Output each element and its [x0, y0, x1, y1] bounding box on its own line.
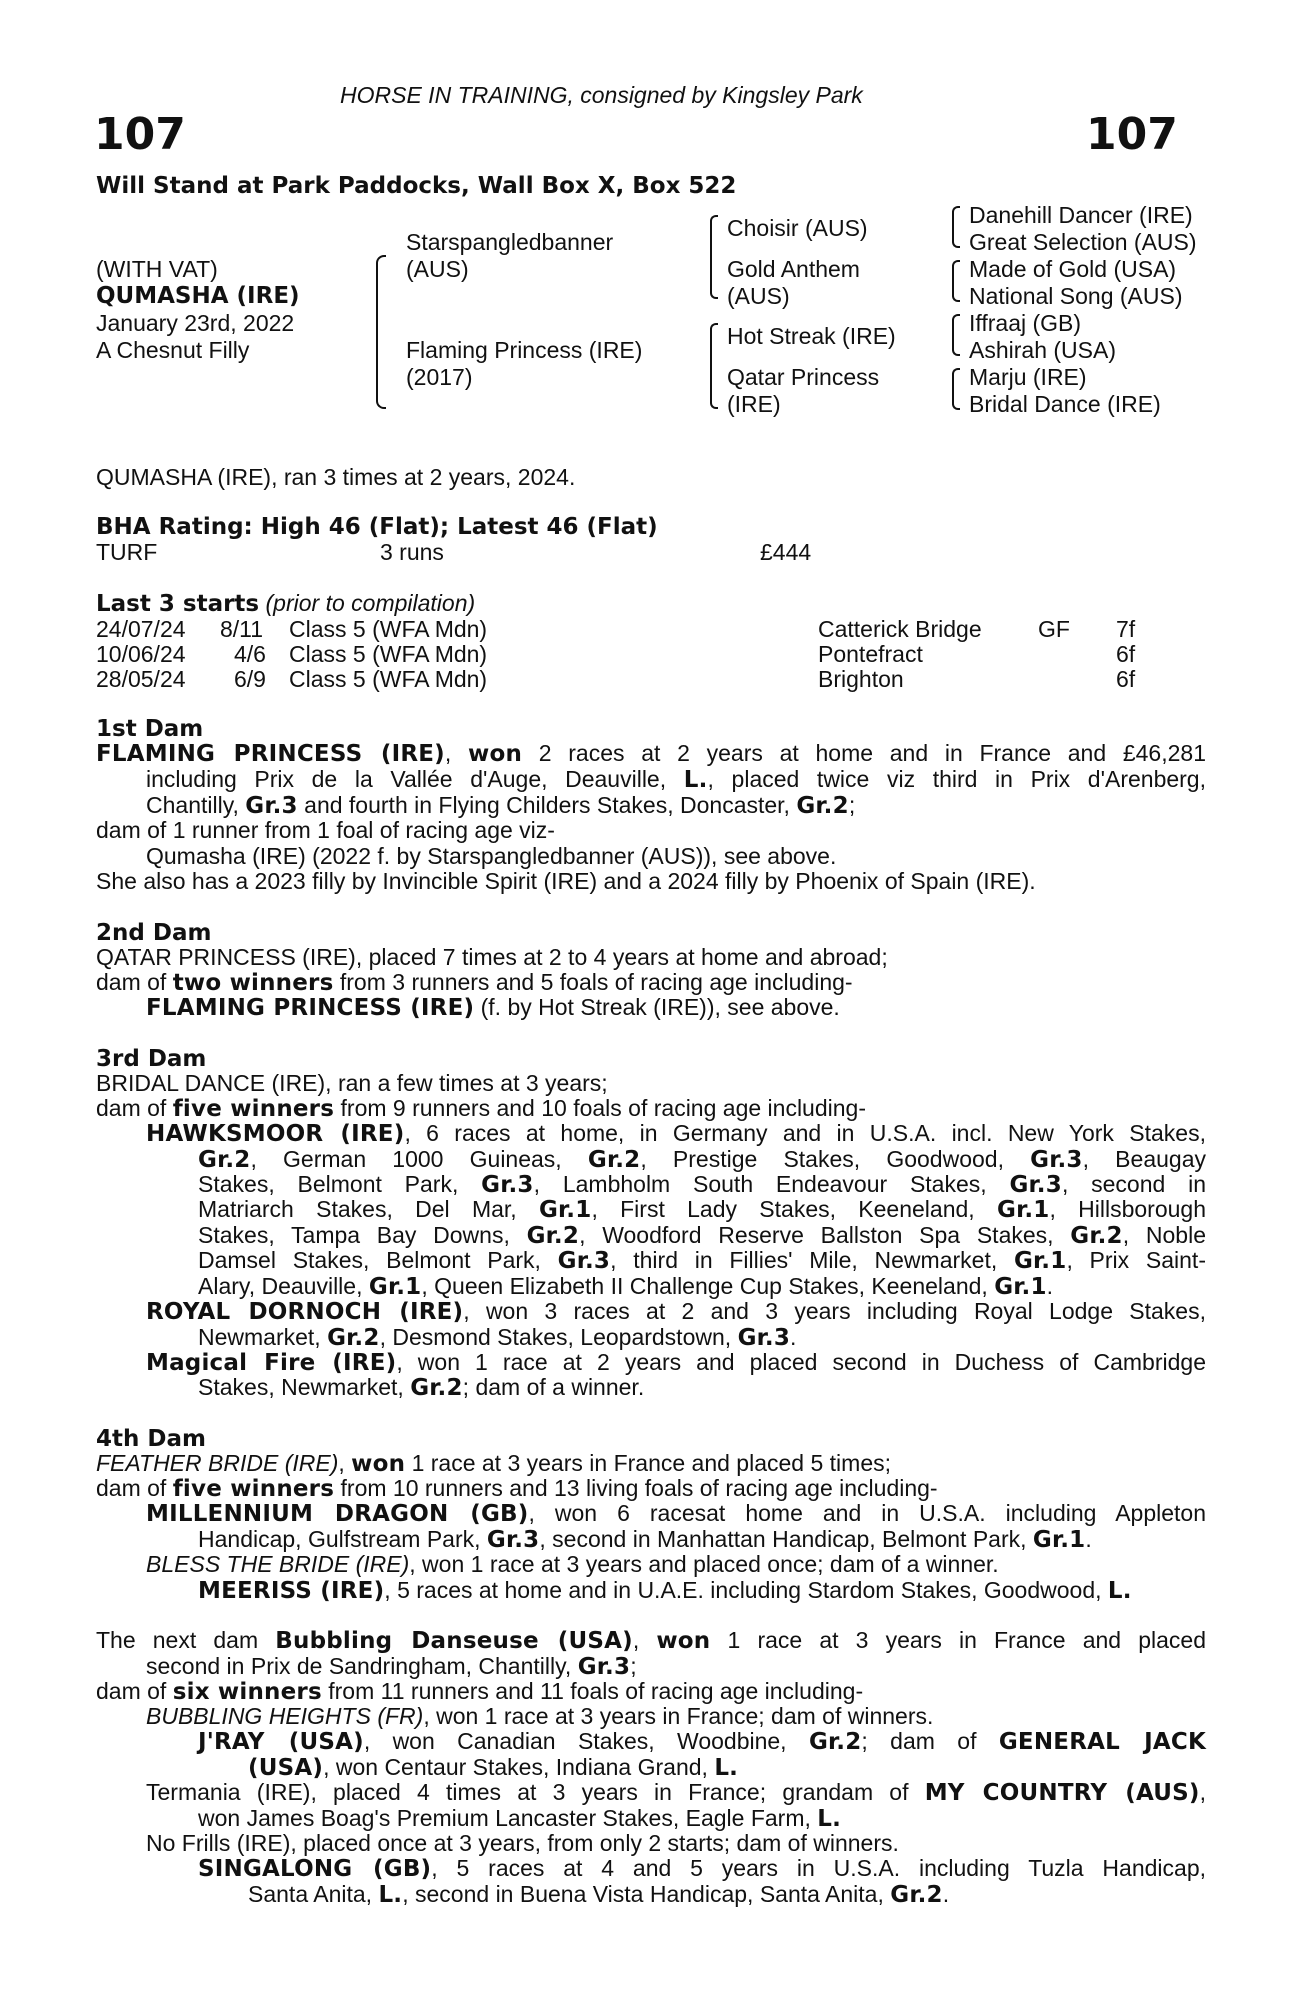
- dam-dam-name: Qatar Princess: [727, 364, 880, 390]
- last-starts-note: (prior to compilation): [265, 590, 476, 616]
- third-dam-line: Stakes, Belmont Park, Gr.3, Lambholm South Endeavour Stakes, Gr.3, second in: [198, 1171, 1206, 1198]
- start-position: 8/11: [220, 616, 264, 642]
- next-dam-line: No Frills (IRE), placed once at 3 years, from only 2 starts; dam of winners.: [146, 1830, 899, 1856]
- race-summary: QUMASHA (IRE), ran 3 times at 2 years, 2024.: [96, 464, 576, 490]
- gg-sss: Danehill Dancer (IRE): [969, 202, 1193, 228]
- first-dam-line: She also has a 2023 filly by Invincible Spirit (IRE) and a 2024 filly by Phoenix of Spain (IRE).: [96, 868, 1036, 894]
- third-dam-line: Stakes, Newmarket, Gr.2; dam of a winner.: [198, 1374, 645, 1401]
- next-dam-line: Santa Anita, L., second in Buena Vista Handicap, Santa Anita, Gr.2.: [248, 1881, 950, 1908]
- dam-sire: Hot Streak (IRE): [727, 323, 896, 349]
- last-starts-heading: [96, 590, 475, 617]
- third-dam-line: Damsel Stakes, Belmont Park, Gr.3, third in Fillies' Mile, Newmarket, Gr.1, Prix Saint-: [198, 1247, 1206, 1274]
- fourth-dam-line: MILLENNIUM DRAGON (GB), won 6 racesat home and in U.S.A. including Appleton: [146, 1500, 1206, 1527]
- start-date: 10/06/24: [96, 641, 186, 667]
- next-dam-line: dam of six winners from 11 runners and 11 foals of racing age including-: [96, 1678, 864, 1705]
- third-dam-line: Stakes, Tampa Bay Downs, Gr.2, Woodford Reserve Ballston Spa Stakes, Gr.2, Noble: [198, 1222, 1206, 1249]
- next-dam-line: Termania (IRE), placed 4 times at 3 years in France; grandam of MY COUNTRY (AUS),: [146, 1779, 1206, 1806]
- dam-name: Flaming Princess (IRE): [406, 337, 643, 363]
- pedigree-brace-sire: [710, 215, 718, 299]
- start-going: GF: [1038, 616, 1070, 642]
- vat-note: (WITH VAT): [96, 256, 218, 282]
- first-dam-line: Chantilly, Gr.3 and fourth in Flying Childers Stakes, Doncaster, Gr.2;: [146, 792, 856, 819]
- pedigree-brace-g1: [952, 206, 960, 248]
- gg-sds: Made of Gold (USA): [969, 256, 1177, 282]
- sire-dam-country: (AUS): [727, 283, 790, 309]
- gg-dds: Marju (IRE): [969, 364, 1087, 390]
- horse-description: A Chesnut Filly: [96, 337, 250, 363]
- third-dam-line: BRIDAL DANCE (IRE), ran a few times at 3 years;: [96, 1070, 608, 1096]
- start-distance: 7f: [1116, 616, 1136, 642]
- start-date: 28/05/24: [96, 666, 186, 692]
- third-dam-heading: 3rd Dam: [96, 1046, 207, 1072]
- rating-earnings: £444: [760, 539, 812, 565]
- first-dam-line: dam of 1 runner from 1 foal of racing age viz-: [96, 817, 555, 843]
- next-dam-line: won James Boag's Premium Lancaster Stakes, Eagle Farm, L.: [198, 1805, 842, 1832]
- pedigree-brace-main: [376, 255, 386, 409]
- sire-sire: Choisir (AUS): [727, 215, 868, 241]
- first-dam-line: including Prix de la Vallée d'Auge, Deauville, L., placed twice viz third in Prix d'Arenberg,: [146, 766, 1206, 793]
- next-dam-line: (USA), won Centaur Stakes, Indiana Grand, L.: [248, 1754, 739, 1781]
- third-dam-line: HAWKSMOOR (IRE), 6 races at home, in Germany and in U.S.A. incl. New York Stakes,: [146, 1120, 1206, 1147]
- sire-name: Starspangledbanner: [406, 229, 614, 255]
- next-dam-line: SINGALONG (GB), 5 races at 4 and 5 years in U.S.A. including Tuzla Handicap,: [198, 1855, 1206, 1882]
- pedigree-brace-g4: [952, 368, 960, 410]
- fourth-dam-line: MEERISS (IRE), 5 races at home and in U.A.E. including Stardom Stakes, Goodwood, L.: [198, 1577, 1132, 1604]
- start-course: Brighton: [818, 666, 904, 692]
- start-class: Class 5 (WFA Mdn): [289, 666, 488, 692]
- lot-number-right: 107: [1086, 109, 1178, 160]
- first-dam-heading: 1st Dam: [96, 716, 204, 742]
- fourth-dam-line: FEATHER BRIDE (IRE), won 1 race at 3 years in France and placed 5 times;: [96, 1450, 891, 1477]
- gg-sdd: National Song (AUS): [969, 283, 1183, 309]
- third-dam-line: dam of five winners from 9 runners and 10 foals of racing age including-: [96, 1095, 866, 1122]
- fourth-dam-line: BLESS THE BRIDE (IRE), won 1 race at 3 years and placed once; dam of a winner.: [146, 1551, 999, 1577]
- gg-ddd: Bridal Dance (IRE): [969, 391, 1161, 417]
- start-distance: 6f: [1116, 641, 1136, 667]
- start-position: 4/6: [234, 641, 266, 667]
- third-dam-line: Matriarch Stakes, Del Mar, Gr.1, First Lady Stakes, Keeneland, Gr.1, Hillsborough: [198, 1196, 1206, 1223]
- third-dam-line: Gr.2, German 1000 Guineas, Gr.2, Prestige Stakes, Goodwood, Gr.3, Beaugay: [198, 1146, 1206, 1173]
- second-dam-line: QATAR PRINCESS (IRE), placed 7 times at 2 to 4 years at home and abroad;: [96, 944, 888, 970]
- next-dam-line: J'RAY (USA), won Canadian Stakes, Woodbine, Gr.2; dam of GENERAL JACK: [198, 1728, 1207, 1755]
- dam-year: (2017): [406, 364, 473, 390]
- third-dam-line: Alary, Deauville, Gr.1, Queen Elizabeth II Challenge Cup Stakes, Keeneland, Gr.1.: [198, 1273, 1054, 1300]
- lot-number-left: 107: [94, 109, 186, 160]
- rating-runs: 3 runs: [380, 539, 444, 565]
- last-starts-title: Last 3 starts: [96, 591, 260, 617]
- start-class: Class 5 (WFA Mdn): [289, 641, 488, 667]
- pedigree-brace-g2: [952, 260, 960, 302]
- start-distance: 6f: [1116, 666, 1136, 692]
- gg-dsd: Ashirah (USA): [969, 337, 1116, 363]
- fourth-dam-heading: 4th Dam: [96, 1426, 206, 1452]
- start-position: 6/9: [234, 666, 266, 692]
- fourth-dam-line: Handicap, Gulfstream Park, Gr.3, second in Manhattan Handicap, Belmont Park, Gr.1.: [198, 1526, 1092, 1553]
- consignment-line: HORSE IN TRAINING, consigned by Kingsley Park: [340, 82, 863, 108]
- start-course: Catterick Bridge: [818, 616, 982, 642]
- rating-surface: TURF: [96, 539, 158, 565]
- third-dam-line: Magical Fire (IRE), won 1 race at 2 years and placed second in Duchess of Cambridge: [146, 1349, 1206, 1376]
- start-class: Class 5 (WFA Mdn): [289, 616, 488, 642]
- sire-country: (AUS): [406, 256, 469, 282]
- second-dam-line: FLAMING PRINCESS (IRE) (f. by Hot Streak (IRE)), see above.: [146, 994, 840, 1021]
- horse-dob: January 23rd, 2022: [96, 310, 295, 336]
- second-dam-heading: 2nd Dam: [96, 920, 212, 946]
- next-dam-line: The next dam Bubbling Danseuse (USA), won 1 race at 3 years in France and placed: [96, 1627, 1206, 1654]
- first-dam-line: FLAMING PRINCESS (IRE), won 2 races at 2 years at home and in France and £46,281: [96, 740, 1206, 767]
- pedigree-brace-dam: [710, 323, 718, 409]
- sire-dam-name: Gold Anthem: [727, 256, 860, 282]
- gg-dss: Iffraaj (GB): [969, 310, 1082, 336]
- third-dam-line: ROYAL DORNOCH (IRE), won 3 races at 2 and 3 years including Royal Lodge Stakes,: [146, 1298, 1206, 1325]
- gg-ssd: Great Selection (AUS): [969, 229, 1197, 255]
- next-dam-line: second in Prix de Sandringham, Chantilly, Gr.3;: [146, 1653, 637, 1680]
- stand-location: Will Stand at Park Paddocks, Wall Box X, Box 522: [96, 173, 737, 199]
- bha-rating: BHA Rating: High 46 (Flat); Latest 46 (Flat): [96, 514, 658, 540]
- next-dam-line: BUBBLING HEIGHTS (FR), won 1 race at 3 years in France; dam of winners.: [146, 1703, 934, 1729]
- pedigree-brace-g3: [952, 314, 960, 356]
- dam-dam-country: (IRE): [727, 391, 781, 417]
- third-dam-line: Newmarket, Gr.2, Desmond Stakes, Leopardstown, Gr.3.: [198, 1324, 797, 1351]
- start-course: Pontefract: [818, 641, 923, 667]
- first-dam-line: Qumasha (IRE) (2022 f. by Starspangledbanner (AUS)), see above.: [146, 843, 837, 869]
- start-date: 24/07/24: [96, 616, 186, 642]
- fourth-dam-line: dam of five winners from 10 runners and 13 living foals of racing age including-: [96, 1475, 938, 1502]
- second-dam-line: dam of two winners from 3 runners and 5 foals of racing age including-: [96, 969, 853, 996]
- horse-name: QUMASHA (IRE): [96, 283, 300, 309]
